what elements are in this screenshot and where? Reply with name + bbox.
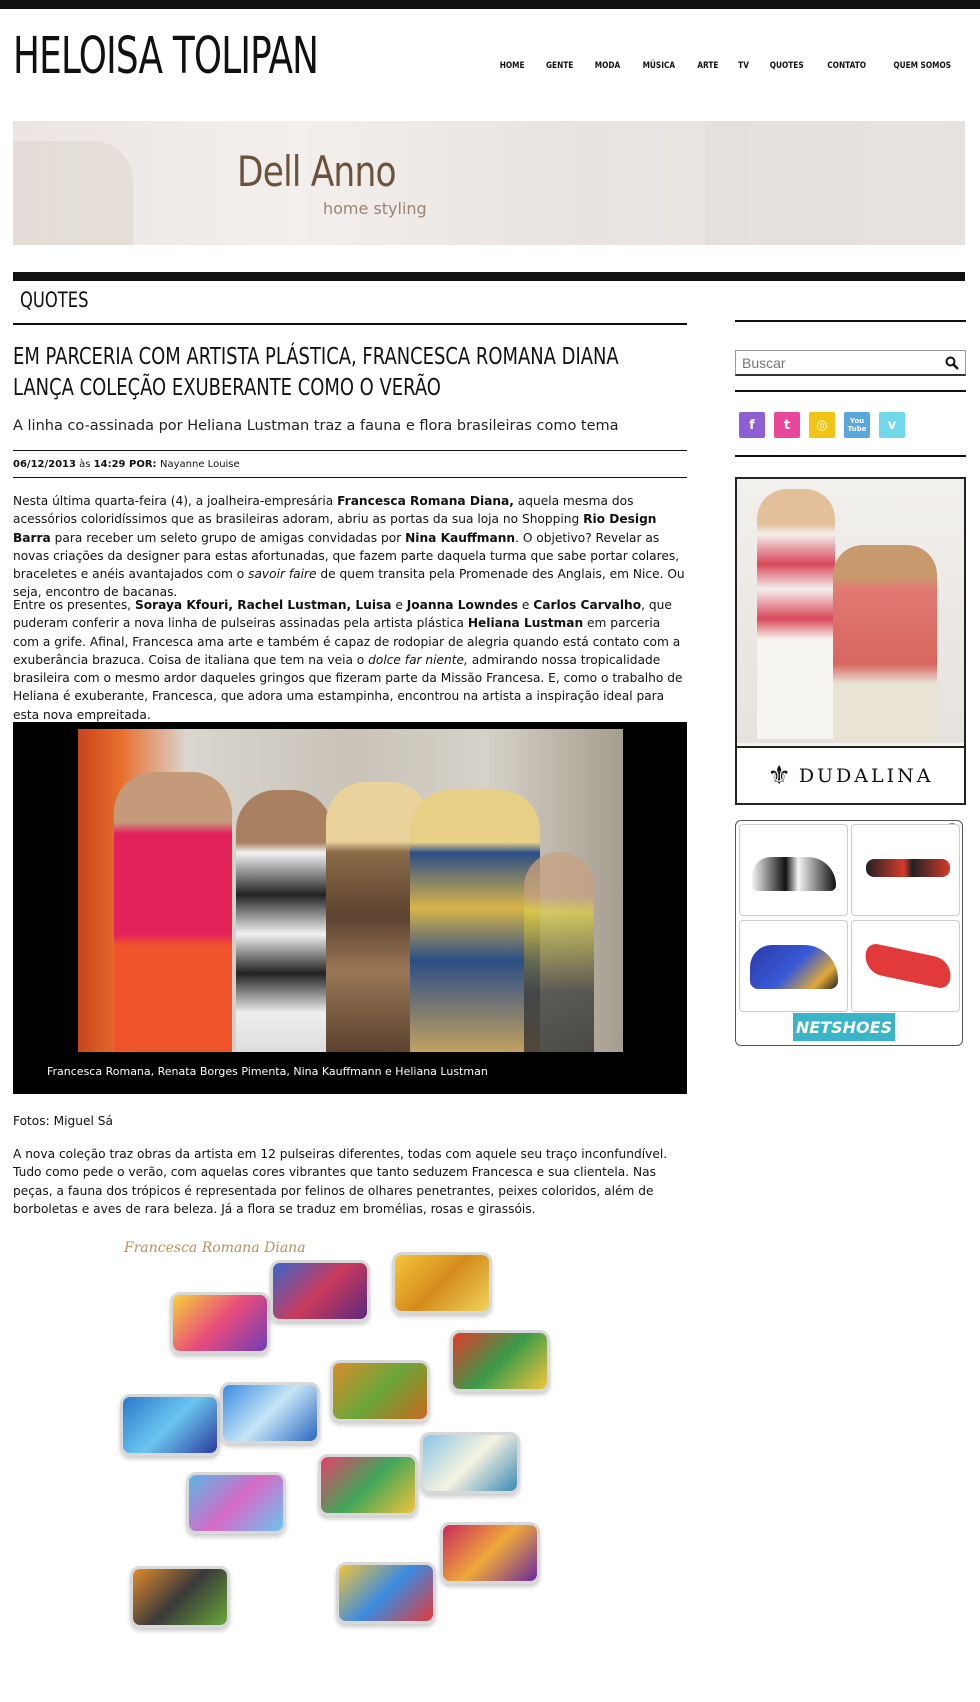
facebook-icon[interactable]: f bbox=[739, 412, 765, 438]
banner-title: Dell Anno bbox=[237, 147, 396, 196]
article-paragraph-2 bbox=[13, 596, 688, 724]
ad-footer bbox=[737, 746, 964, 803]
sneaker-icon bbox=[750, 945, 838, 989]
text: admirando nossa tropicalidade brasileira com o mesmo ardor daqueles gringos que fizeram parte da Missão Francesa. E, como o trabalho de Heliana é exuberante, Francesca, que adora uma estampinha, encontrou na artista a inspiração ideal para esta nova empreitada. bbox=[13, 652, 683, 722]
top-bar bbox=[0, 0, 980, 9]
text: e bbox=[518, 598, 534, 612]
text: em parceria com a grife. Afinal, Francesca ama arte e também é capaz de rodopiar de alegria quando está contato com a exuberância brazuca. Coisa de italiana que tem na veia o bbox=[13, 616, 681, 667]
bracelet bbox=[270, 1260, 370, 1322]
bracelet bbox=[318, 1454, 418, 1516]
bracelet bbox=[170, 1292, 270, 1354]
banner-ad[interactable] bbox=[13, 121, 965, 245]
ad-brand: DUDALINA bbox=[798, 764, 934, 787]
bracelet bbox=[420, 1432, 520, 1494]
model-man bbox=[833, 545, 937, 743]
text: Nesta última quarta-feira (4), a joalheira-empresária bbox=[13, 494, 338, 508]
product-flip-flop[interactable] bbox=[851, 920, 960, 1012]
article-headline: EM PARCERIA COM ARTISTA PLÁSTICA, FRANCESCA ROMANA DIANA LANÇA COLEÇÃO EXUBERANTE COMO O VERÃO bbox=[13, 344, 619, 401]
text-bold: Nina Kauffmann bbox=[405, 530, 516, 545]
text: e bbox=[391, 598, 407, 612]
text-bold: Carlos Carvalho bbox=[533, 598, 642, 612]
banner-decoration bbox=[13, 141, 133, 245]
product-sneaker-blue[interactable] bbox=[739, 920, 848, 1012]
sidebar-divider bbox=[735, 455, 966, 457]
product-sunglasses[interactable] bbox=[851, 824, 960, 916]
text-bold: Joanna Lowndes bbox=[406, 598, 519, 612]
article-subhead: A linha co-assinada por Heliana Lustman traz a fauna e flora brasileiras como tema bbox=[13, 418, 619, 434]
bracelet bbox=[336, 1562, 436, 1624]
article-paragraph-3: A nova coleção traz obras da artista em 12 pulseiras diferentes, todas com aquele seu traço inconfundível. Tudo como pede o verão, com aquelas cores vibrantes que tanto seduzem Francesca e sua clientela. Nas peças, a fauna dos trópicos é representada por felinos de olhares penetrantes, peixes coloridos, além de borboletas e aves de rara beleza. Já a flora se traduz em bromélias, rosas e girassóis. bbox=[13, 1147, 668, 1216]
nav-quem-somos[interactable]: QUEM SOMOS bbox=[892, 61, 951, 71]
nav-gente[interactable]: GENTE bbox=[545, 61, 574, 71]
text: de quem transita pela Promenade des Anglais, em Nice. Ou seja, encontro de bacanas. bbox=[13, 567, 685, 600]
vimeo-icon[interactable]: v bbox=[879, 412, 905, 438]
article-photo bbox=[13, 722, 687, 1094]
person bbox=[410, 790, 540, 1052]
text-bold: Soraya Kfouri, Rachel Lustman, Luisa bbox=[134, 598, 392, 612]
nav-quotes[interactable]: QUOTES bbox=[769, 61, 804, 71]
article-date: 06/12/2013 bbox=[13, 459, 76, 470]
text: para receber um seleto grupo de amigas convidadas por bbox=[50, 530, 406, 545]
bracelet bbox=[450, 1330, 550, 1392]
model-woman bbox=[757, 489, 835, 739]
netshoes-ad[interactable] bbox=[735, 820, 963, 1046]
text-bold: Heliana Lustman bbox=[467, 616, 584, 631]
text: , que puderam conferir a nova linha de pulseiras assinadas pela artista plástica bbox=[13, 598, 672, 631]
nav-contato[interactable]: CONTATO bbox=[827, 61, 867, 71]
sneaker-icon bbox=[752, 857, 836, 891]
article-time: 14:29 bbox=[93, 459, 126, 470]
divider bbox=[13, 323, 687, 325]
nav-musica[interactable]: MÚSICA bbox=[642, 61, 676, 71]
section-title: QUOTES bbox=[20, 288, 89, 312]
search-icon[interactable] bbox=[945, 356, 959, 370]
sunglasses-icon bbox=[866, 859, 950, 877]
bracelet bbox=[392, 1252, 492, 1314]
instagram-icon[interactable]: ◎ bbox=[809, 412, 835, 438]
bracelets-brand-logo: Francesca Romana Diana bbox=[124, 1240, 306, 1256]
sidebar-divider bbox=[735, 320, 966, 322]
bracelet bbox=[120, 1394, 220, 1456]
meta-sep: às bbox=[75, 459, 94, 470]
bracelets-photo bbox=[110, 1232, 580, 1702]
text-italic: dolce far niente, bbox=[368, 652, 468, 667]
main-nav bbox=[497, 61, 957, 71]
bracelet bbox=[330, 1360, 430, 1422]
divider bbox=[13, 477, 687, 478]
text-bold: Rio Design Barra bbox=[13, 512, 657, 545]
dudalina-ad[interactable] bbox=[735, 477, 966, 805]
youtube-icon[interactable]: You Tube bbox=[844, 412, 870, 438]
banner-subtitle: home styling bbox=[323, 199, 427, 218]
photo-credits: Fotos: Miguel Sá bbox=[13, 1114, 113, 1128]
text-italic: savoir faire bbox=[248, 567, 317, 582]
banner-decoration bbox=[705, 121, 965, 245]
fleur-de-lis-icon: ⚜ bbox=[767, 760, 791, 791]
bracelet bbox=[186, 1472, 286, 1534]
flip-flop-icon bbox=[862, 942, 954, 990]
nav-tv[interactable]: TV bbox=[737, 61, 749, 71]
article-paragraph-1 bbox=[13, 492, 688, 602]
twitter-icon[interactable]: t bbox=[774, 412, 800, 438]
bracelet bbox=[130, 1566, 230, 1628]
product-sneaker-white[interactable] bbox=[739, 824, 848, 916]
sidebar-divider bbox=[735, 390, 966, 392]
search-box bbox=[735, 350, 966, 376]
text-bold: Francesca Romana Diana, bbox=[337, 494, 514, 508]
photo-caption: Francesca Romana, Renata Borges Pimenta, Nina Kauffmann e Heliana Lustman bbox=[47, 1065, 488, 1078]
ad-photo bbox=[737, 479, 964, 743]
person bbox=[114, 772, 232, 1052]
person bbox=[236, 790, 332, 1052]
text: . O objetivo? Revelar as novas criações da designer para estas afortunadas, que fazem parte daquela turma que sabe portar colares, braceletes e anéis avantajados com o bbox=[13, 530, 680, 582]
nav-arte[interactable]: ARTE bbox=[697, 61, 719, 71]
person bbox=[524, 852, 594, 1052]
bracelet bbox=[220, 1382, 320, 1444]
search-input[interactable] bbox=[742, 352, 932, 374]
meta-by: POR: bbox=[125, 459, 161, 470]
text: aquela mesma dos acessórios coloridíssimos que as brasileiras adoram, abriu as portas da sua loja no Shopping bbox=[13, 494, 634, 527]
article-author: Nayanne Louise bbox=[160, 459, 240, 470]
event-photo bbox=[78, 729, 623, 1052]
divider bbox=[13, 450, 687, 451]
article-meta bbox=[13, 459, 240, 470]
nav-home[interactable]: HOME bbox=[499, 61, 525, 71]
section-divider bbox=[13, 272, 965, 281]
bracelet bbox=[440, 1522, 540, 1584]
nav-moda[interactable]: MODA bbox=[595, 61, 621, 71]
text: Entre os presentes, bbox=[13, 598, 135, 612]
netshoes-logo[interactable]: NETSHOES bbox=[793, 1013, 895, 1041]
site-logo[interactable]: HELOISA TOLIPAN bbox=[13, 27, 319, 86]
